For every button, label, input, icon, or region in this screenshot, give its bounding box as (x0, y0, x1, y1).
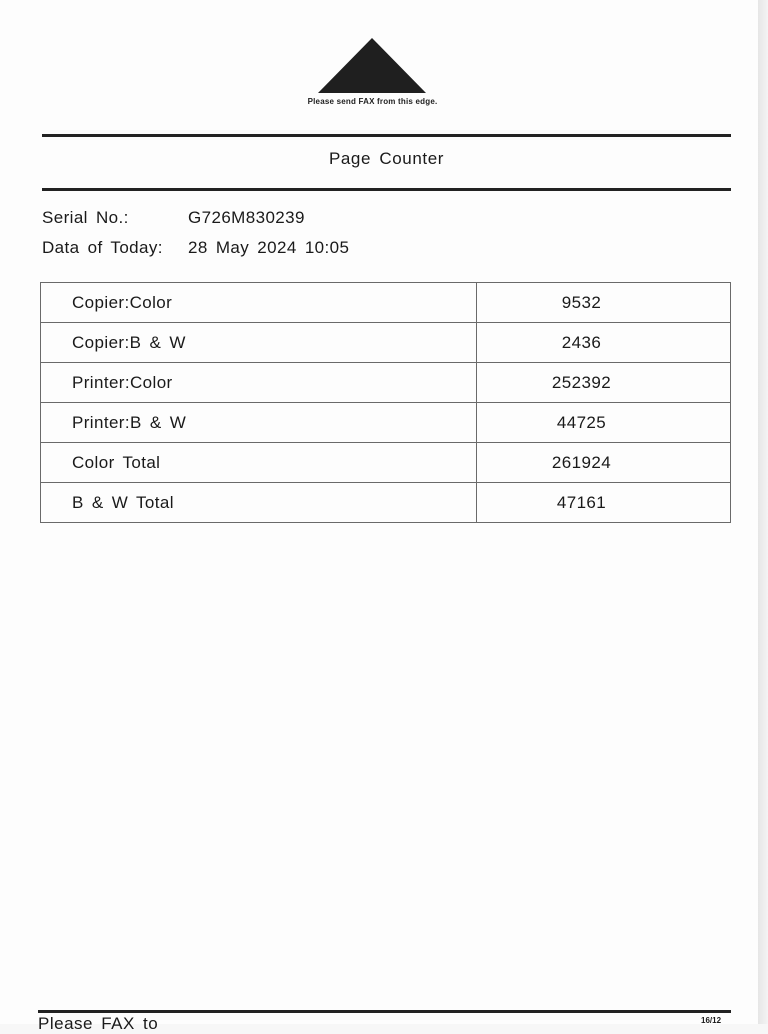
counter-label: Copier:B & W (41, 323, 477, 363)
page-edge-shadow (758, 0, 768, 1024)
counter-table (40, 282, 731, 523)
date-label: Data of Today: (42, 238, 163, 257)
top-divider (42, 134, 731, 137)
fax-edge-triangle-icon (318, 38, 426, 93)
page-title: Page Counter (328, 149, 445, 168)
serial-label: Serial No.: (42, 208, 129, 227)
title-divider (42, 188, 731, 191)
serial-value: G726M830239 (188, 208, 305, 227)
date-value: 28 May 2024 10:05 (188, 238, 350, 257)
counter-label: Color Total (41, 443, 477, 483)
counter-label: B & W Total (41, 483, 477, 523)
table-row (41, 403, 731, 443)
counter-value: 44725 (477, 403, 731, 443)
date-row (42, 238, 349, 258)
table-row (41, 323, 731, 363)
footer-fax-to: Please FAX to (38, 1014, 159, 1033)
footer-divider (38, 1010, 731, 1013)
footer-code: 16/12 (701, 1016, 722, 1025)
counter-value: 9532 (477, 283, 731, 323)
table-row (41, 443, 731, 483)
serial-row (42, 208, 305, 228)
table-row (41, 283, 731, 323)
counter-label: Printer:Color (41, 363, 477, 403)
counter-label: Copier:Color (41, 283, 477, 323)
counter-value: 47161 (477, 483, 731, 523)
counter-value: 2436 (477, 323, 731, 363)
table-row (41, 483, 731, 523)
counter-label: Printer:B & W (41, 403, 477, 443)
table-row (41, 363, 731, 403)
counter-value: 252392 (477, 363, 731, 403)
fax-edge-note: Please send FAX from this edge. (307, 97, 438, 106)
counter-value: 261924 (477, 443, 731, 483)
